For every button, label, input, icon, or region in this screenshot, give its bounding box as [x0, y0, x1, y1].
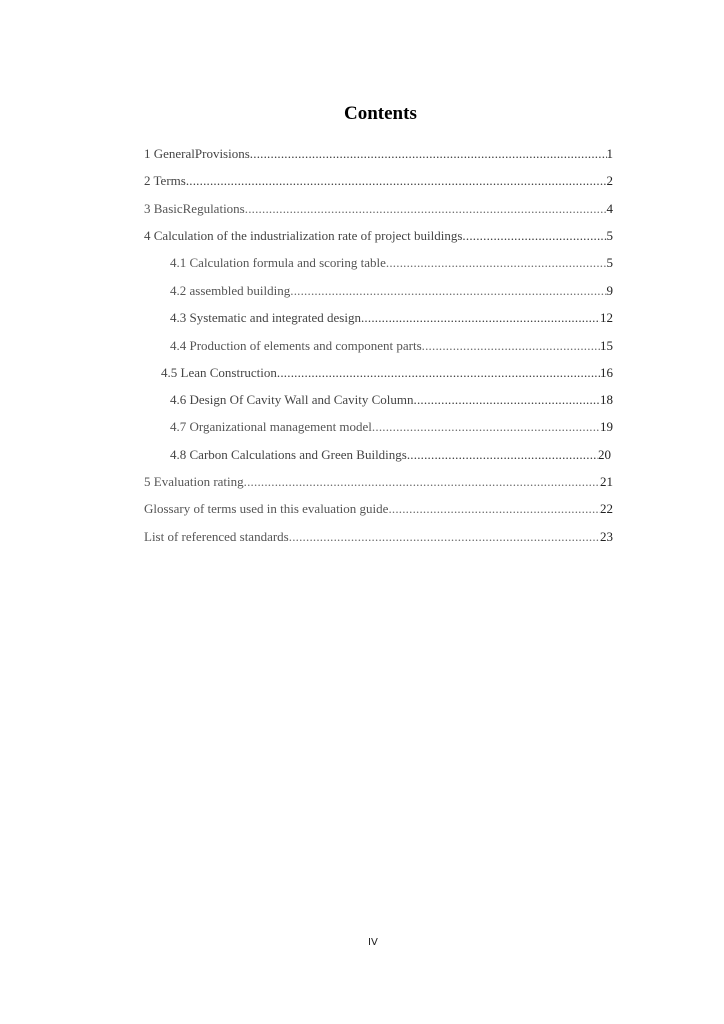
toc-entry-leader [245, 200, 607, 218]
toc-entry-label: 4.2 assembled building [170, 283, 291, 298]
toc-entry[interactable] [144, 528, 613, 546]
toc-entry-page: 23 [600, 529, 613, 544]
toc-entry-label: 4.5 Lean Construction [161, 365, 277, 380]
toc-entry-leader [388, 500, 600, 518]
toc-entry[interactable] [144, 500, 613, 518]
toc-entry-label: 4.8 Carbon Calculations and Green Buildings [170, 447, 407, 462]
toc-entry-page: 12 [600, 310, 613, 325]
toc-entry-label: 5 Evaluation rating [144, 474, 244, 489]
toc-entry-label: 4.3 Systematic and integrated design [170, 310, 361, 325]
toc-entry-page: 5 [606, 255, 613, 270]
toc-entry-leader [414, 391, 600, 409]
page-title: Contents [344, 103, 417, 124]
toc-entry-leader [372, 418, 600, 436]
toc-entry-leader [186, 172, 607, 190]
toc-entry-leader [250, 145, 607, 163]
toc-entry-label: 3 BasicRegulations [144, 201, 245, 216]
toc-entry[interactable] [144, 172, 613, 190]
toc-entry-page: 21 [600, 474, 613, 489]
toc-entry-page: 22 [600, 501, 613, 516]
toc-entry-page: 4 [606, 201, 613, 216]
toc-entry[interactable] [170, 391, 613, 409]
toc-entry-leader [277, 364, 600, 382]
toc-entry-page: 16 [600, 365, 613, 380]
toc-entry-leader [422, 337, 600, 355]
toc-entry-leader [462, 227, 606, 245]
toc-entry-page: 1 [606, 146, 613, 161]
toc-entry-leader [407, 446, 598, 464]
toc-entry-page: 20 [598, 447, 611, 462]
toc-entry-page: 18 [600, 392, 613, 407]
toc-entry[interactable] [144, 473, 613, 491]
toc-entry[interactable] [170, 418, 613, 436]
page-number: IV [368, 937, 378, 948]
toc-entry-label: 4.4 Production of elements and component parts [170, 338, 422, 353]
toc-entry-leader [290, 282, 606, 300]
toc-entry-page: 2 [606, 173, 613, 188]
toc-entry[interactable] [144, 227, 613, 245]
toc-entry-label: 2 Terms [144, 173, 186, 188]
toc-entry-page: 5 [606, 228, 613, 243]
toc-entry[interactable] [161, 364, 613, 382]
toc-entry[interactable] [170, 282, 613, 300]
toc-entry-label: 4.6 Design Of Cavity Wall and Cavity Column [170, 392, 414, 407]
toc-entry[interactable] [170, 337, 613, 355]
toc-entry-page: 15 [600, 338, 613, 353]
toc-entry-label: 4.7 Organizational management model [170, 419, 372, 434]
toc-entry-label: 1 GeneralProvisions [144, 146, 250, 161]
toc-entry-label: Glossary of terms used in this evaluation guide [144, 501, 389, 516]
toc-entry-leader [244, 473, 600, 491]
toc-entry-page: 9 [606, 283, 613, 298]
toc-entry-leader [386, 254, 607, 272]
toc-entry[interactable] [170, 309, 613, 327]
toc-entry-label: 4 Calculation of the industrialization rate of project buildings [144, 228, 463, 243]
toc-entry[interactable] [170, 254, 613, 272]
toc-entry-label: List of referenced standards [144, 529, 289, 544]
toc-entry-label: 4.1 Calculation formula and scoring table [170, 255, 386, 270]
toc-entry-leader [361, 309, 600, 327]
toc-entry-page: 19 [600, 419, 613, 434]
toc-entry[interactable] [170, 446, 611, 464]
toc-entry-leader [289, 528, 600, 546]
toc-entry[interactable] [144, 145, 613, 163]
toc-entry[interactable] [144, 200, 613, 218]
